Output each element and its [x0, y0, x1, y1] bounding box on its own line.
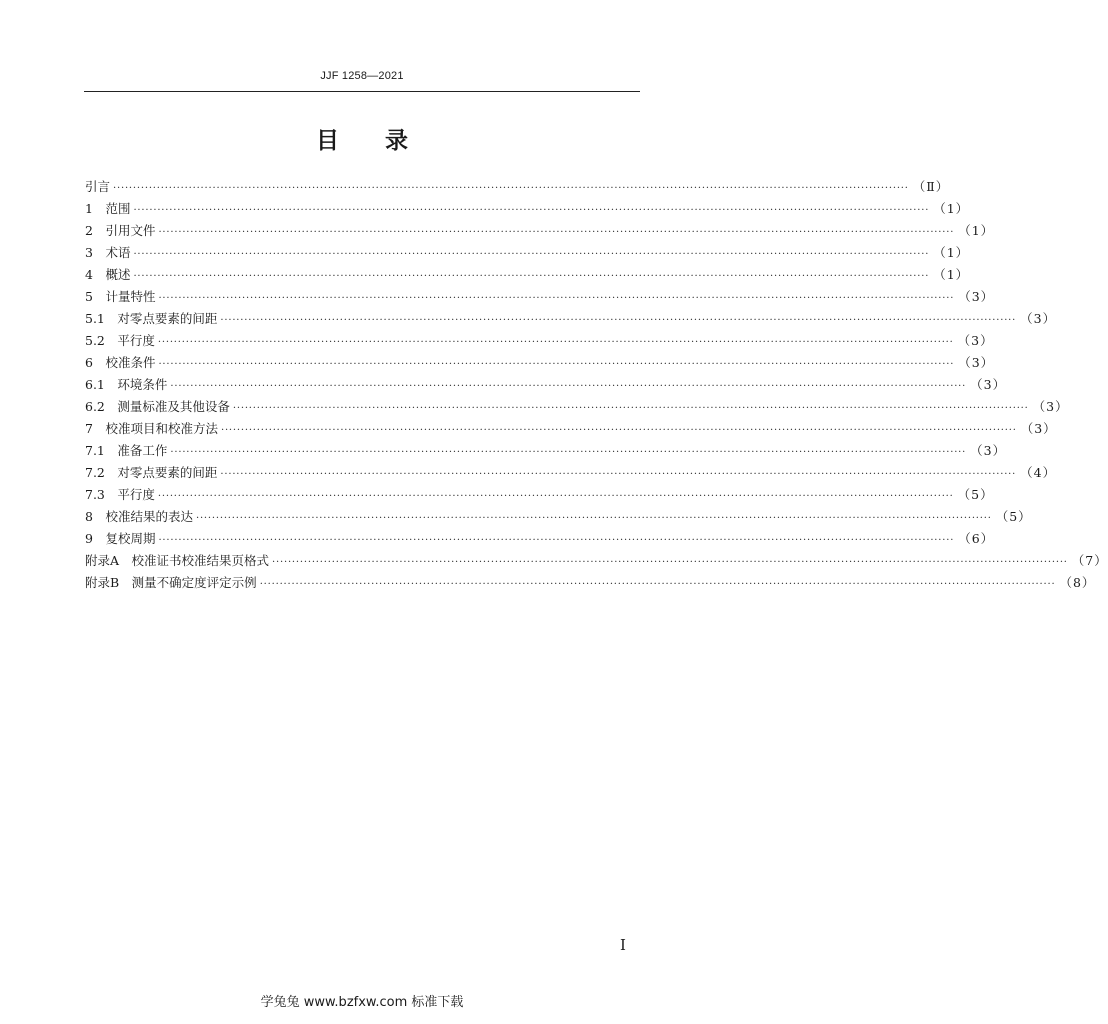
- toc-dot-leader: ········································································································································································································: [220, 469, 1017, 480]
- toc-dot-leader: ········································································································································································································: [158, 293, 955, 304]
- toc-entry-label: 附录B 测量不确定度评定示例: [85, 575, 257, 590]
- header-divider: [84, 91, 640, 92]
- toc-entry[interactable]: [85, 462, 1057, 484]
- toc-dot-leader: ········································································································································································································: [158, 359, 955, 370]
- toc-entry-label: 6 校准条件: [85, 355, 156, 370]
- toc-entry[interactable]: [85, 198, 970, 220]
- toc-entry[interactable]: [85, 572, 1096, 594]
- toc-entry-label: 2 引用文件: [85, 223, 156, 238]
- toc-entry[interactable]: [85, 440, 1007, 462]
- toc-entry-page: （3）: [970, 443, 1007, 458]
- toc-entry[interactable]: [85, 374, 1007, 396]
- toc-dot-leader: ········································································································································································································: [133, 249, 930, 260]
- page-number: I: [620, 936, 626, 954]
- toc-dot-leader: ········································································································································································································: [220, 425, 1017, 436]
- toc-entry-page: （3）: [958, 355, 995, 370]
- toc-entry-label: 8 校准结果的表达: [85, 509, 193, 524]
- toc-entry-page: （3）: [957, 333, 994, 348]
- toc-dot-leader: ········································································································································································································: [272, 557, 1068, 568]
- toc-entry[interactable]: [85, 352, 995, 374]
- toc-dot-leader: ········································································································································································································: [170, 381, 967, 392]
- standard-code: JJF 1258—2021: [320, 70, 404, 82]
- toc-entry[interactable]: [85, 550, 1108, 572]
- toc-title: 目 录: [316, 128, 408, 154]
- toc-entry[interactable]: [85, 308, 1057, 330]
- toc-entry-page: （5）: [957, 487, 994, 502]
- toc-entry-label: 5.1 对零点要素的间距: [85, 311, 218, 326]
- toc-entry-page: （7）: [1071, 553, 1108, 568]
- toc-entry[interactable]: [85, 176, 950, 198]
- toc-dot-leader: ········································································································································································································: [220, 315, 1017, 326]
- toc-entry[interactable]: [85, 484, 994, 506]
- toc-entry-page: （3）: [1020, 421, 1057, 436]
- toc-dot-leader: ········································································································································································································: [259, 579, 1056, 590]
- toc-entry-page: （3）: [1032, 399, 1069, 414]
- toc-entry[interactable]: [85, 286, 995, 308]
- toc-entry-label: 7.2 对零点要素的间距: [85, 465, 218, 480]
- toc-entry[interactable]: [85, 264, 970, 286]
- toc-entry-page: （3）: [958, 289, 995, 304]
- toc-entry-page: （1）: [933, 267, 970, 282]
- toc-dot-leader: ········································································································································································································: [113, 183, 909, 194]
- toc-entry[interactable]: [85, 528, 995, 550]
- toc-dot-leader: ········································································································································································································: [195, 513, 992, 524]
- toc-entry[interactable]: [85, 396, 1069, 418]
- toc-entry[interactable]: [85, 506, 1032, 528]
- toc-entry-label: 7 校准项目和校准方法: [85, 421, 218, 436]
- toc-dot-leader: ········································································································································································································: [157, 337, 954, 348]
- toc-entry-label: 7.1 准备工作: [85, 443, 168, 458]
- toc-entry-page: （Ⅱ）: [912, 179, 950, 194]
- toc-entry-page: （1）: [933, 245, 970, 260]
- table-of-contents: [85, 176, 1108, 594]
- toc-entry-label: 4 概述: [85, 267, 131, 282]
- toc-entry[interactable]: [85, 418, 1057, 440]
- toc-dot-leader: ········································································································································································································: [158, 535, 955, 546]
- toc-entry-label: 6.2 测量标准及其他设备: [85, 399, 230, 414]
- toc-entry[interactable]: [85, 242, 970, 264]
- toc-entry-label: 1 范围: [85, 201, 131, 216]
- toc-entry-label: 5 计量特性: [85, 289, 156, 304]
- toc-entry-page: （3）: [970, 377, 1007, 392]
- toc-entry-page: （3）: [1020, 311, 1057, 326]
- toc-entry-page: （5）: [995, 509, 1032, 524]
- toc-entry-label: 7.3 平行度: [85, 487, 155, 502]
- toc-entry-label: 5.2 平行度: [85, 333, 155, 348]
- toc-entry-label: 6.1 环境条件: [85, 377, 168, 392]
- footer-watermark: 学兔兔 www.bzfxw.com 标准下载: [260, 995, 464, 1010]
- toc-entry[interactable]: [85, 220, 995, 242]
- toc-dot-leader: ········································································································································································································: [170, 447, 967, 458]
- toc-entry-page: （1）: [958, 223, 995, 238]
- toc-entry-page: （4）: [1020, 465, 1057, 480]
- toc-entry-label: 3 术语: [85, 245, 131, 260]
- toc-dot-leader: ········································································································································································································: [133, 205, 930, 216]
- toc-entry-label: 附录A 校准证书校准结果页格式: [85, 553, 270, 568]
- toc-dot-leader: ········································································································································································································: [158, 227, 955, 238]
- toc-entry-page: （1）: [933, 201, 970, 216]
- toc-dot-leader: ········································································································································································································: [133, 271, 930, 282]
- toc-dot-leader: ········································································································································································································: [232, 403, 1029, 414]
- toc-dot-leader: ········································································································································································································: [157, 491, 954, 502]
- toc-entry-page: （8）: [1059, 575, 1096, 590]
- toc-entry-page: （6）: [958, 531, 995, 546]
- toc-entry-label: 引言: [85, 179, 111, 194]
- toc-entry[interactable]: [85, 330, 994, 352]
- toc-entry-label: 9 复校周期: [85, 531, 156, 546]
